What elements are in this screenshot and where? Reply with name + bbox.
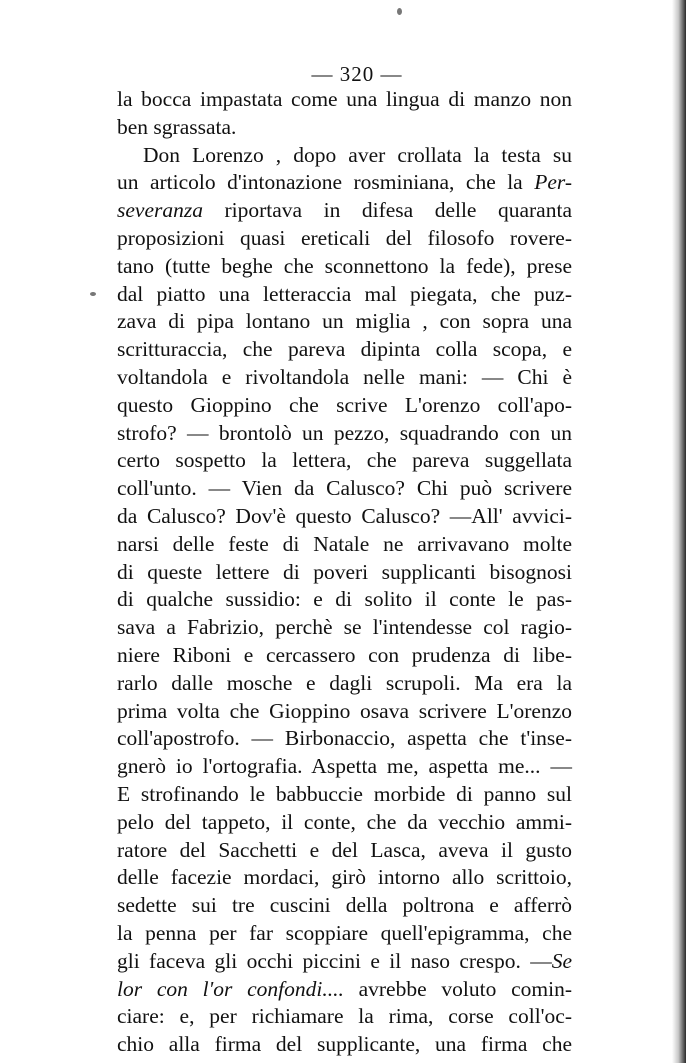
- text-line: questo Gioppino che scrive L'orenzo coll'apo-: [117, 392, 572, 417]
- text-line: coll'apostrofo. — Birbonaccio, aspetta che t'inse-: [117, 726, 572, 751]
- text-line: zava di pipa lontano un miglia , con sopra una: [117, 309, 572, 334]
- text-line: ratore del Sacchetti e del Lasca, aveva il gusto: [117, 837, 572, 862]
- text-line: ciare: e, per richiamare la rima, corse coll'oc-: [117, 1004, 572, 1029]
- body-text: [117, 86, 572, 1059]
- text-line: [117, 976, 572, 1004]
- text-line: da Calusco? Dov'è questo Calusco? —All' avvici-: [117, 503, 572, 528]
- text-line: gnerò io l'ortografia. Aspetta me, aspetta me... —: [117, 754, 572, 779]
- text-line: scritturaccia, che pareva dipinta colla scopa, e: [117, 337, 572, 362]
- text-line: niere Riboni e cercassero con prudenza di libe-: [117, 642, 572, 667]
- text-line: tano (tutte beghe che sconnettono la fede), prese: [117, 253, 572, 278]
- text-fragment: avrebbe voluto comin-: [358, 976, 573, 1001]
- text-line: [117, 197, 572, 225]
- text-line: dal piatto una letteraccia mal piegata, che puz-: [117, 281, 572, 306]
- text-line: sedette sui tre cuscini della poltrona e afferrò: [117, 893, 572, 918]
- text-line: ben sgrassata.: [117, 114, 237, 139]
- text-line: delle facezie mordaci, girò intorno allo scrittoio,: [117, 865, 572, 890]
- paper-speck: [397, 8, 402, 15]
- text-line: Don Lorenzo , dopo aver crollata la testa su: [143, 142, 572, 167]
- italic-title-fragment: severanza: [117, 198, 203, 223]
- text-line: [117, 169, 572, 197]
- italic-quote-fragment: Se: [551, 948, 572, 973]
- page-edge-shadow: [672, 0, 686, 1063]
- text-line: E strofinando le babbuccie morbide di panno sul: [117, 781, 572, 806]
- text-line: prima volta che Gioppino osava scrivere L'orenzo: [117, 698, 572, 723]
- text-line: la penna per far scoppiare quell'epigramma, che: [117, 920, 572, 945]
- text-line: voltandola e rivoltandola nelle mani: — Chi è: [117, 364, 572, 389]
- paper-speck: [90, 292, 96, 296]
- text-line: pelo del tappeto, il conte, che da vecchio ammi-: [117, 809, 572, 834]
- text-line: narsi delle feste di Natale ne arrivavano molte: [117, 531, 572, 556]
- text-fragment: riportava in difesa delle quaranta: [224, 198, 572, 223]
- text-fragment: gli faceva gli occhi piccini e il naso crespo. —: [117, 948, 552, 973]
- text-line: coll'unto. — Vien da Calusco? Chi può scrivere: [117, 476, 572, 501]
- text-line: di qualche sussidio: e di solito il conte le pas-: [117, 587, 572, 612]
- italic-title-fragment: Per-: [534, 170, 572, 195]
- text-line: proposizioni quasi ereticali del filosofo rovere-: [117, 225, 572, 250]
- text-line: sava a Fabrizio, perchè se l'intendesse col ragio-: [117, 615, 572, 640]
- text-line: di queste lettere di poveri supplicanti bisognosi: [117, 559, 572, 584]
- text-line: [117, 948, 572, 976]
- page-number: — 320 —: [311, 62, 403, 86]
- text-line: strofo? — brontolò un pezzo, squadrando con un: [117, 420, 572, 445]
- text-fragment: un articolo d'intonazione rosminiana, che la: [117, 170, 523, 195]
- italic-quote-fragment: lor con l'or confondi....: [117, 976, 344, 1001]
- text-line: la bocca impastata come una lingua di manzo non: [117, 87, 572, 111]
- text-line: chio alla firma del supplicante, una firma che: [117, 1032, 572, 1057]
- text-line: rarlo dalle mosche e dagli scrupoli. Ma era la: [117, 670, 572, 695]
- text-line: certo sospetto la lettera, che pareva suggellata: [117, 448, 572, 473]
